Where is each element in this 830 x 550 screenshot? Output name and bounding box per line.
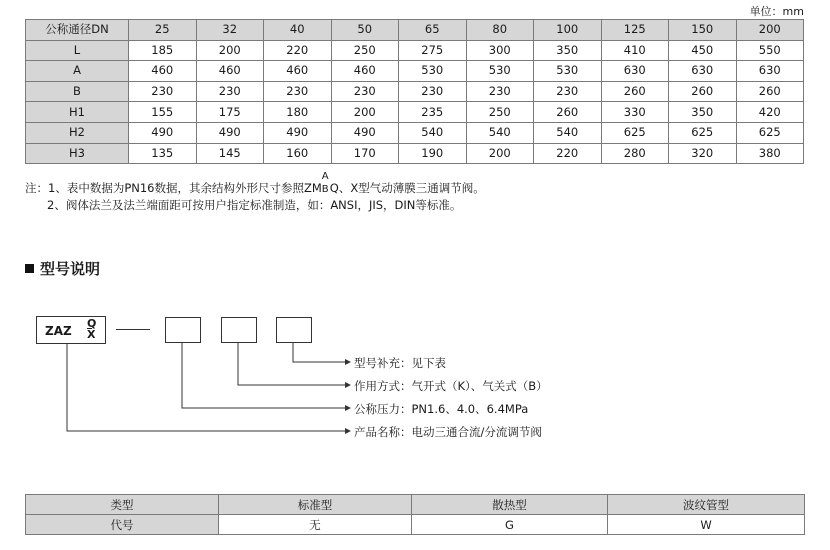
table-cell: 190 — [399, 143, 467, 164]
table-cell: 250 — [331, 40, 399, 61]
table-cell: 540 — [399, 122, 467, 143]
table-cell: 280 — [601, 143, 669, 164]
table-cell: 625 — [601, 122, 669, 143]
model-cell: G — [412, 515, 608, 535]
row-label-cell: A — [26, 61, 129, 82]
table-cell: 625 — [669, 122, 737, 143]
table-cell: 230 — [264, 81, 332, 102]
table-cell: 540 — [466, 122, 534, 143]
table-cell: 320 — [669, 143, 737, 164]
model-header-cell: 散热型 — [412, 495, 608, 515]
arrow-icon — [345, 382, 351, 388]
connector-action — [238, 342, 345, 385]
note-2: 2、阀体法兰及法兰端面距可按用户指定标准制造，如：ANSI，JIS，DIN等标准。 — [47, 198, 462, 212]
header-cell: 100 — [534, 20, 602, 41]
header-cell: 200 — [736, 20, 804, 41]
connector-pressure — [182, 342, 345, 408]
sub-b: B — [321, 184, 329, 195]
table-cell: 260 — [534, 102, 602, 123]
model-code-bottom: X — [87, 328, 96, 341]
table-cell: 630 — [669, 61, 737, 82]
model-header-cell: 波纹管型 — [608, 495, 805, 515]
unit-label: 单位：mm — [749, 5, 804, 18]
table-cell: 460 — [129, 61, 197, 82]
connector-supplement — [293, 342, 345, 362]
table-cell: 200 — [466, 143, 534, 164]
row-label-cell: H1 — [26, 102, 129, 123]
table-cell: 220 — [534, 143, 602, 164]
table-cell: 170 — [331, 143, 399, 164]
table-cell: 260 — [669, 81, 737, 102]
header-cell: 65 — [399, 20, 467, 41]
table-cell: 490 — [331, 122, 399, 143]
table-cell: 220 — [264, 40, 332, 61]
table-cell: 420 — [736, 102, 804, 123]
table-cell: 260 — [736, 81, 804, 102]
row-label-cell: H3 — [26, 143, 129, 164]
table-cell: 625 — [736, 122, 804, 143]
connector-product — [67, 343, 345, 431]
header-cell: 80 — [466, 20, 534, 41]
table-cell: 550 — [736, 40, 804, 61]
table-cell: 530 — [534, 61, 602, 82]
model-row-label: 代号 — [26, 515, 219, 535]
table-cell: 350 — [534, 40, 602, 61]
header-cell: 40 — [264, 20, 332, 41]
arrow-icon — [345, 405, 351, 411]
model-header-cell: 标准型 — [219, 495, 412, 515]
table-cell: 185 — [129, 40, 197, 61]
model-table-row — [26, 515, 805, 535]
table-cell: 230 — [196, 81, 264, 102]
table-cell: 630 — [601, 61, 669, 82]
table-cell: 460 — [331, 61, 399, 82]
legend-product: 产品名称：电动三通合流/分流调节阀 — [354, 425, 542, 439]
table-cell: 260 — [601, 81, 669, 102]
legend-pressure: 公称压力：PN1.6、4.0、6.4MPa — [354, 402, 529, 416]
note-1-prefix: 注：1、表中数据为PN16数据，其余结构外形尺寸参照ZM — [25, 181, 322, 195]
table-cell: 530 — [466, 61, 534, 82]
table-cell: 490 — [129, 122, 197, 143]
table-cell: 330 — [601, 102, 669, 123]
table-cell: 230 — [129, 81, 197, 102]
arrow-icon — [345, 428, 351, 434]
table-cell: 460 — [196, 61, 264, 82]
table-cell: 540 — [534, 122, 602, 143]
table-cell: 175 — [196, 102, 264, 123]
row-label-cell: L — [26, 40, 129, 61]
row-label-cell: B — [26, 81, 129, 102]
table-cell: 230 — [331, 81, 399, 102]
section-title: 型号说明 — [40, 260, 101, 278]
table-cell: 630 — [736, 61, 804, 82]
row-label-cell: H2 — [26, 122, 129, 143]
table-cell: 145 — [196, 143, 264, 164]
table-cell: 135 — [129, 143, 197, 164]
table-cell: 160 — [264, 143, 332, 164]
model-header-cell: 类型 — [26, 495, 219, 515]
legend-action: 作用方式：气开式（K）、气关式（B） — [354, 379, 548, 393]
table-cell: 230 — [534, 81, 602, 102]
model-table — [25, 494, 805, 535]
header-cell: 50 — [331, 20, 399, 41]
table-cell: 300 — [466, 40, 534, 61]
header-cell: 125 — [601, 20, 669, 41]
table-cell: 200 — [331, 102, 399, 123]
table-cell: 460 — [264, 61, 332, 82]
header-cell: 32 — [196, 20, 264, 41]
note-1-suffix: Q、X型气动薄膜三通调节阀。 — [329, 181, 485, 195]
table-cell: 490 — [264, 122, 332, 143]
model-cell: 无 — [219, 515, 412, 535]
table-cell: 200 — [196, 40, 264, 61]
table-cell: 235 — [399, 102, 467, 123]
model-table-header — [26, 495, 805, 515]
table-cell: 155 — [129, 102, 197, 123]
model-code-prefix: ZAZ — [45, 324, 72, 338]
table-cell: 230 — [466, 81, 534, 102]
table-cell: 450 — [669, 40, 737, 61]
legend-supplement: 型号补充：见下表 — [354, 356, 446, 370]
table-cell: 275 — [399, 40, 467, 61]
header-cell: 公称通径DN — [26, 20, 129, 41]
table-cell: 350 — [669, 102, 737, 123]
table-cell: 380 — [736, 143, 804, 164]
table-cell: 490 — [196, 122, 264, 143]
header-cell: 25 — [129, 20, 197, 41]
table-cell: 230 — [399, 81, 467, 102]
table-cell: 180 — [264, 102, 332, 123]
header-cell: 150 — [669, 20, 737, 41]
table-cell: 410 — [601, 40, 669, 61]
sub-a: A — [321, 171, 329, 182]
model-code-top: Q — [87, 317, 97, 330]
arrow-icon — [345, 359, 351, 365]
model-cell: W — [608, 515, 805, 535]
table-cell: 250 — [466, 102, 534, 123]
table-cell: 530 — [399, 61, 467, 82]
